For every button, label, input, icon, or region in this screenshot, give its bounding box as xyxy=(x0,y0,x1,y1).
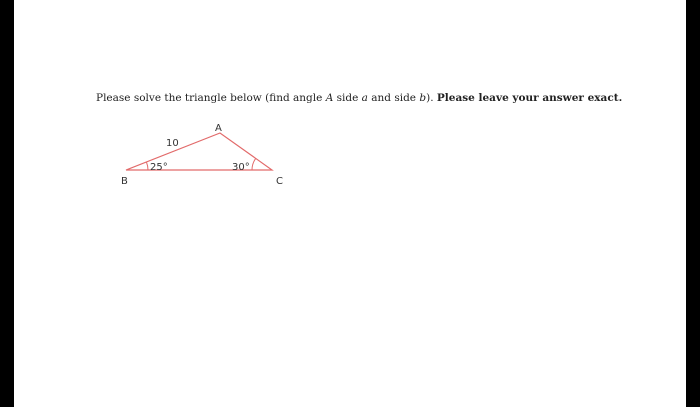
angle-b-arc xyxy=(146,162,148,170)
prompt-text-2: side xyxy=(333,92,362,104)
triangle-outline xyxy=(126,133,272,170)
prompt-text-1: Please solve the triangle below (find angle xyxy=(96,92,326,104)
side-b-variable: b xyxy=(419,92,427,104)
side-ab-length-label: 10 xyxy=(166,138,179,149)
vertex-b-label: B xyxy=(121,176,128,187)
prompt-text-3: and side xyxy=(367,92,420,104)
problem-statement xyxy=(96,92,622,104)
triangle-figure xyxy=(110,120,310,200)
angle-b-label: 25° xyxy=(150,162,168,173)
angle-variable: A xyxy=(325,92,334,104)
angle-c-arc xyxy=(252,158,256,170)
vertex-a-label: A xyxy=(215,123,222,134)
exact-answer-instruction: Please leave your answer exact. xyxy=(436,92,623,104)
prompt-text-4: ). xyxy=(426,92,437,104)
document-page xyxy=(14,0,686,407)
side-a-variable: a xyxy=(361,92,368,104)
angle-c-label: 30° xyxy=(232,162,250,173)
vertex-c-label: C xyxy=(276,176,283,187)
